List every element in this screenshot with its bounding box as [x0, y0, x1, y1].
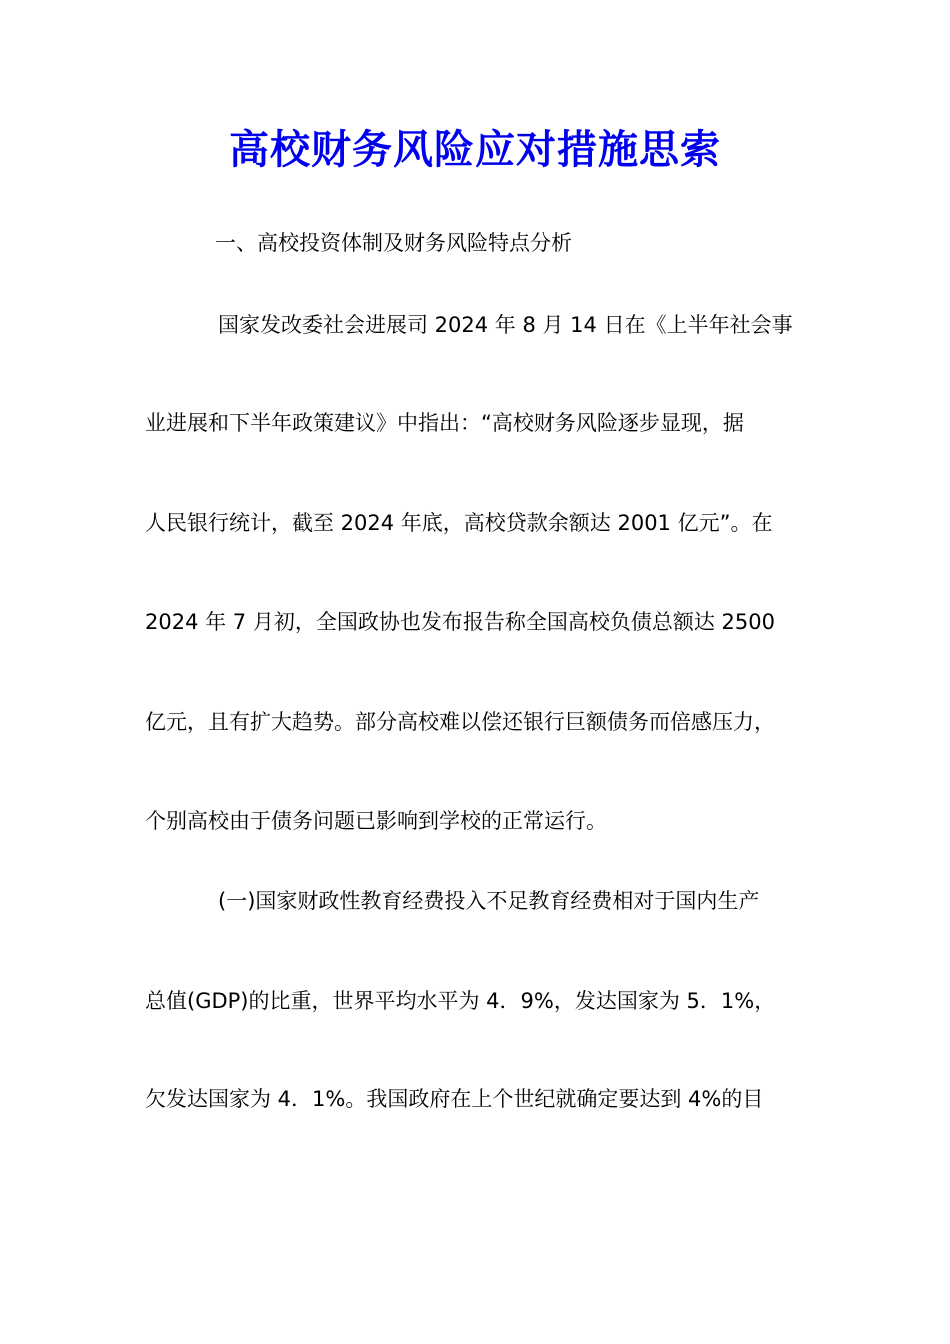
body-line: 个别高校由于债务问题已影响到学校的正常运行。 — [145, 809, 607, 833]
body-line: 2024 年 7 月初，全国政协也发布报告称全国高校负债总额达 2500 — [145, 610, 775, 634]
body-line: 国家发改委社会进展司 2024 年 8 月 14 日在《上半年社会事 — [218, 313, 793, 337]
section-heading: 一、高校投资体制及财务风险特点分析 — [215, 231, 572, 255]
body-line: 人民银行统计，截至 2024 年底，高校贷款余额达 2001 亿元”。在 — [145, 511, 773, 535]
body-line: 总值(GDP)的比重，世界平均水平为 4．9%，发达国家为 5．1%， — [145, 989, 776, 1013]
subsection-line: (一)国家财政性教育经费投入不足教育经费相对于国内生产 — [218, 889, 760, 913]
body-line: 业进展和下半年政策建议》中指出：“高校财务风险逐步显现，据 — [145, 411, 744, 435]
body-line: 亿元，且有扩大趋势。部分高校难以偿还银行巨额债务而倍感压力， — [145, 710, 775, 734]
document-title: 高校财务风险应对措施思索 — [229, 126, 721, 173]
body-line: 欠发达国家为 4．1%。我国政府在上个世纪就确定要达到 4%的目 — [145, 1087, 764, 1111]
